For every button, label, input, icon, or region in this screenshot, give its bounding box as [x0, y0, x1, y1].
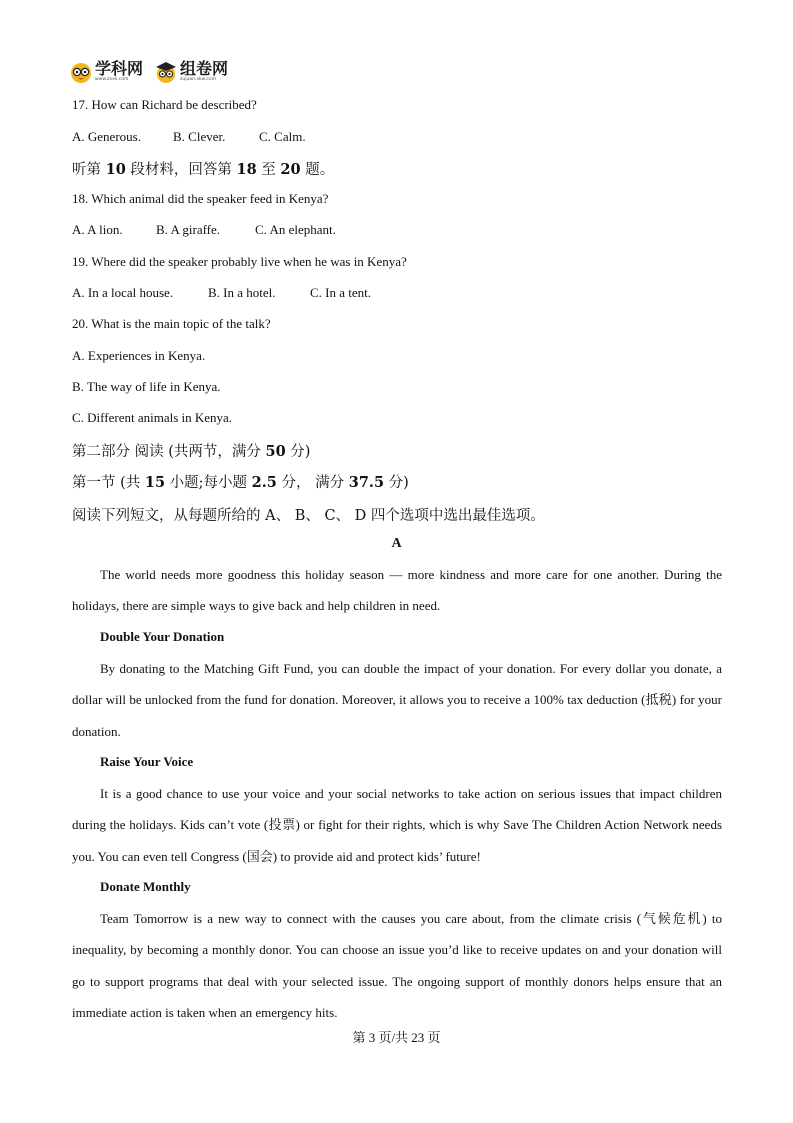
sec10-n2: 18	[236, 161, 257, 178]
page-number: 第 3 页/共 23 页	[352, 1030, 441, 1045]
sec10-post: 题。	[300, 162, 335, 178]
logo2-text: 组卷网	[180, 59, 229, 79]
heading-donate-monthly: Donate Monthly	[100, 879, 191, 894]
paragraph-2-text: It is a good chance to use your voice and your social networks to take action on serious issues that impact children during the holidays. Kids can’t vote (投票) or fight for their rights, which is why Save The Children Action Network needs you. You can even tell Congress (国会) to provide aid and protect kids’ future!	[72, 786, 722, 864]
q19-option-b: B. In a hotel.	[208, 285, 276, 300]
q18-options	[72, 222, 336, 238]
reading-instruction: 阅读下列短文，从每题所给的 A、 B、 C、 D 四个选项中选出最佳选项。	[72, 508, 545, 524]
grad-cap-owl-icon	[155, 61, 177, 83]
heading-raise-voice: Raise Your Voice	[100, 754, 194, 769]
sec1-n3: 37.5	[348, 474, 385, 491]
part2-title	[72, 440, 310, 461]
sec1-n2: 2.5	[251, 474, 277, 491]
sec1-pre: 第一节 (共	[72, 475, 145, 491]
q20-stem: 20. What is the main topic of the talk?	[72, 316, 271, 331]
sec10-pre: 听第	[72, 162, 106, 178]
paragraph-3-text: Team Tomorrow is a new way to connect with the causes you care about, from the climate crisis (气候危机) to inequality, by becoming a monthly donor. You can choose an issue you’d like to receive updates on and your donation will go to support programs that deal with your selected issue. The ongoing support of monthly donors helps ensure that an immediate action is taken when an emergency hits.	[72, 911, 722, 1020]
q19-stem: 19. Where did the speaker probably live when he was in Kenya?	[72, 254, 407, 269]
logo1-sub: www.zxxk.com	[95, 77, 129, 83]
paragraph-double-donation	[72, 653, 722, 747]
passage-label: A	[391, 536, 402, 551]
q18-option-b: B. A giraffe.	[156, 222, 221, 237]
heading-double-donation: Double Your Donation	[100, 629, 225, 644]
passage-intro-text: The world needs more goodness this holiday season — more kindness and more care for one another. During the holidays, there are simple ways to give back and help children in need.	[72, 567, 722, 614]
q17-stem: 17. How can Richard be described?	[72, 97, 257, 112]
owl-icon	[70, 61, 92, 83]
section-10-instruction	[72, 158, 334, 179]
q20-option-c: C. Different animals in Kenya.	[72, 410, 233, 425]
q19-option-c: C. In a tent.	[310, 285, 372, 300]
paragraph-donate-monthly	[72, 903, 722, 1028]
q20-option-b: B. The way of life in Kenya.	[72, 379, 221, 394]
q19-options	[72, 285, 371, 301]
sec10-n1: 10	[105, 161, 126, 178]
q20-option-a: A. Experiences in Kenya.	[72, 348, 206, 363]
q17-option-c: C. Calm.	[259, 129, 306, 144]
logo-zujuanwang	[155, 61, 228, 83]
q18-option-c: C. An elephant.	[255, 222, 336, 237]
sec1-mid1: 小题;每小题	[165, 475, 252, 491]
part2-title-post: 分)	[285, 444, 311, 460]
q18-option-a: A. A lion.	[72, 222, 123, 237]
sec10-mid2: 至	[256, 162, 281, 178]
sec10-n3: 20	[280, 161, 301, 178]
q18-stem: 18. Which animal did the speaker feed in Kenya?	[72, 191, 329, 206]
sec10-mid1: 段材料，回答第	[125, 162, 237, 178]
passage-intro	[72, 559, 722, 622]
logo2-sub: zujuan.xkw.com	[180, 77, 216, 83]
q17-option-a: A. Generous.	[72, 129, 141, 144]
sec1-n1: 15	[144, 474, 166, 491]
paragraph-raise-voice	[72, 778, 722, 872]
part2-title-pre: 第二部分 阅读 (共两节，满分	[72, 444, 266, 460]
part2-title-num: 50	[265, 443, 286, 460]
sec1-post: 分)	[384, 475, 409, 491]
header-logos	[70, 58, 228, 86]
part2-section1-title	[72, 471, 409, 492]
paragraph-1-text: By donating to the Matching Gift Fund, you can double the impact of your donation. For every dollar you donate, a dollar will be unlocked from the fund for donation. Moreover, it allows you to receive a 100% tax deduction (抵税) for your donation.	[72, 661, 722, 739]
q19-option-a: A. In a local house.	[72, 285, 174, 300]
q17-options	[72, 129, 306, 145]
logo1-text: 学科网	[95, 59, 144, 79]
logo-xuekewang	[70, 61, 143, 83]
sec1-mid2: 分， 满分	[276, 475, 349, 491]
q17-option-b: B. Clever.	[173, 129, 226, 144]
